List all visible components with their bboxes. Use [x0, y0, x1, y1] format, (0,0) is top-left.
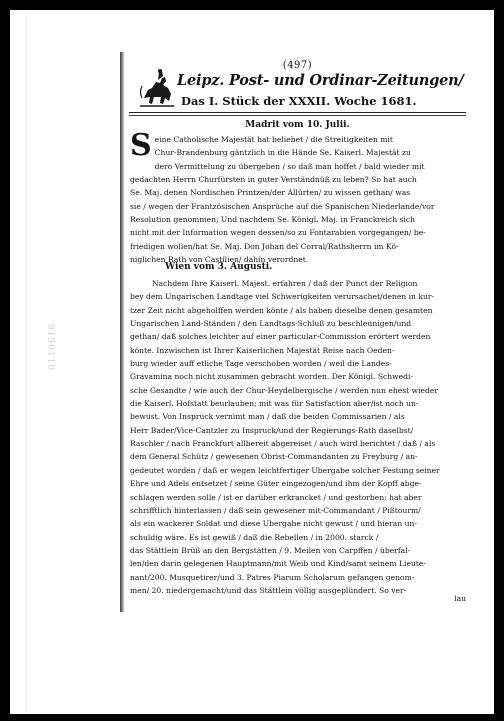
text-line: nant/200. Musquetirer/und 3. Patres Piarum Scholarum gefangen genom- [130, 572, 415, 582]
text-line: sie / wegen der Frantzösischen Ansprüche auf die Spanischen Niederlande/vor [130, 201, 435, 211]
text-line: bey dem Ungarischen Landtage viel Schwerigkeiten verursachet/denen in kur- [130, 292, 435, 302]
text-line: nicht mit der Information wegen dessen/so zu Fontarabien vorgegangen/ be- [130, 228, 426, 238]
text-line: Raschler / nach Franckfurt allbereit abgereiset / auch wird berichtet / daß / als [130, 439, 436, 449]
text-line: schrifftlich hinterlassen / daß sein gewesener mit-Commandant / Pißtourm/ [130, 505, 421, 515]
text-line: gedachten Herrn Churfürsten in guter Verständnüß zu leben? So hat auch [130, 175, 417, 185]
text-line: schuldig wäre. Es ist gewiß / daß die Rebellen / in 2000. starck / [130, 532, 379, 542]
dateline-madrit: Madrit vom 10. Julii. [245, 120, 350, 130]
drop-cap: S [130, 128, 152, 163]
catchword: lau [454, 594, 466, 603]
text-line: Herr Bader/Vice-Cantzler zu Inspruck/und der Regierungs-Rath daselbst/ [130, 425, 414, 435]
article-madrit [130, 128, 467, 266]
header-rule-thin [129, 115, 466, 116]
text-line: Ehre und Adels entsetzet / seine Güter eingezogen/und ihm der Kopff abge- [130, 479, 422, 489]
header-rule [129, 112, 466, 113]
newspaper-page [125, 58, 470, 610]
text-line: friedigen wollen/hat Se. Maj. Don Johan del Corral/Rathsherrn im Kö- [130, 241, 399, 251]
text-line: burg wieder auff etliche Tage verschoben worden / weil die Landes- [130, 359, 392, 369]
text-line: das Stättlein Brüß an den Bergstätten / 9. Meilen von Carpffen / überfal- [130, 545, 411, 555]
text-line: dero Vermittelung zu übergeben / so daß man hoffet / bald wieder mit [154, 161, 425, 171]
text-line: Se. Maj. denen Nordischen Printzen/der Allürten/ zu wissen gethan/ was [130, 188, 411, 198]
text-line: Chur-Brandenburg gäntzlich in die Hände Se. Kaiserl. Majestät zu [154, 148, 411, 158]
text-line: bewust. Von Inspruck vernimt man / daß die beiden Commissarien / als [130, 412, 405, 422]
text-line: schlagen werden solle / ist er darüber erkrancket / und gestorben; hat aber [130, 492, 422, 502]
text-line: könte. Inzwischen ist Ihrer Kaiserlichen Majestät Reise nach Oeden- [130, 345, 395, 355]
text-line: Gravamina noch nicht zusammen gebracht worden. Der Königl. Schwedi- [130, 372, 414, 382]
horse-rider-emblem-icon [138, 68, 176, 110]
text-line: men/ 20. niedergemacht/und das Stättlein völlig ausgeplündert. So ver- [130, 585, 407, 595]
page-number: (497) [282, 60, 313, 71]
text-line: gethan/ daß solches leichter auf einer particular-Commission erörtert werden [130, 332, 431, 342]
text-line: die Kaiserl. Hofstatt beurlauben; mit was für Satisfaction aber/ist noch un- [130, 399, 419, 409]
newspaper-masthead: Leipz. Post- und Ordinar-Zeitungen/ [177, 72, 464, 89]
text-line: niglichen Rath von Castilien/ dahin verordnet. [130, 255, 309, 265]
text-line: Resolution genommen; Und nachdem Se. Königl. Maj. in Franckreich sich [130, 215, 415, 225]
text-line: dem General Schütz / gewesenen Obrist-Commandanten zu Freyburg / an- [130, 452, 418, 462]
text-line: Ungarischen Land-Ständen / den Landtags-Schluß zu beschleunigen/und [130, 319, 412, 329]
text-line: als ein wackerer Soldat und diese Ubergabe nicht gewust / und hieran un- [130, 519, 417, 529]
issue-line: Das I. Stück der XXXII. Woche 1681. [181, 94, 417, 108]
text-line: tzer Zeit nicht abgeholffen werden könte / als haben dieselbe denen gesamten [130, 305, 433, 315]
article-wien [130, 277, 467, 597]
library-stamp: 0119616 [48, 322, 58, 370]
page-edge-shadow [120, 52, 124, 612]
text-line: eine Catholische Majestät hat beliebet / die Streitigkeiten mit [154, 135, 393, 144]
text-line: gedeutet worden / daß er wegen leichtfertiger Ubergabe solcher Festung seiner [130, 465, 440, 475]
text-line: sche Gesandte / wie auch der Chur-Heydelbergische / werden nun ehest wieder [130, 385, 439, 395]
gutter-line [26, 10, 27, 714]
dateline-wien: Wien vom 3. Augusti. [165, 262, 273, 272]
text-line: len/den darin gelegenen Hauptmann/mit Weib und Kind/samt seinem Lieute- [130, 559, 426, 569]
text-line: Nachdem Ihre Kaiserl. Majest. erfahren / daß der Punct der Religion [152, 279, 418, 288]
